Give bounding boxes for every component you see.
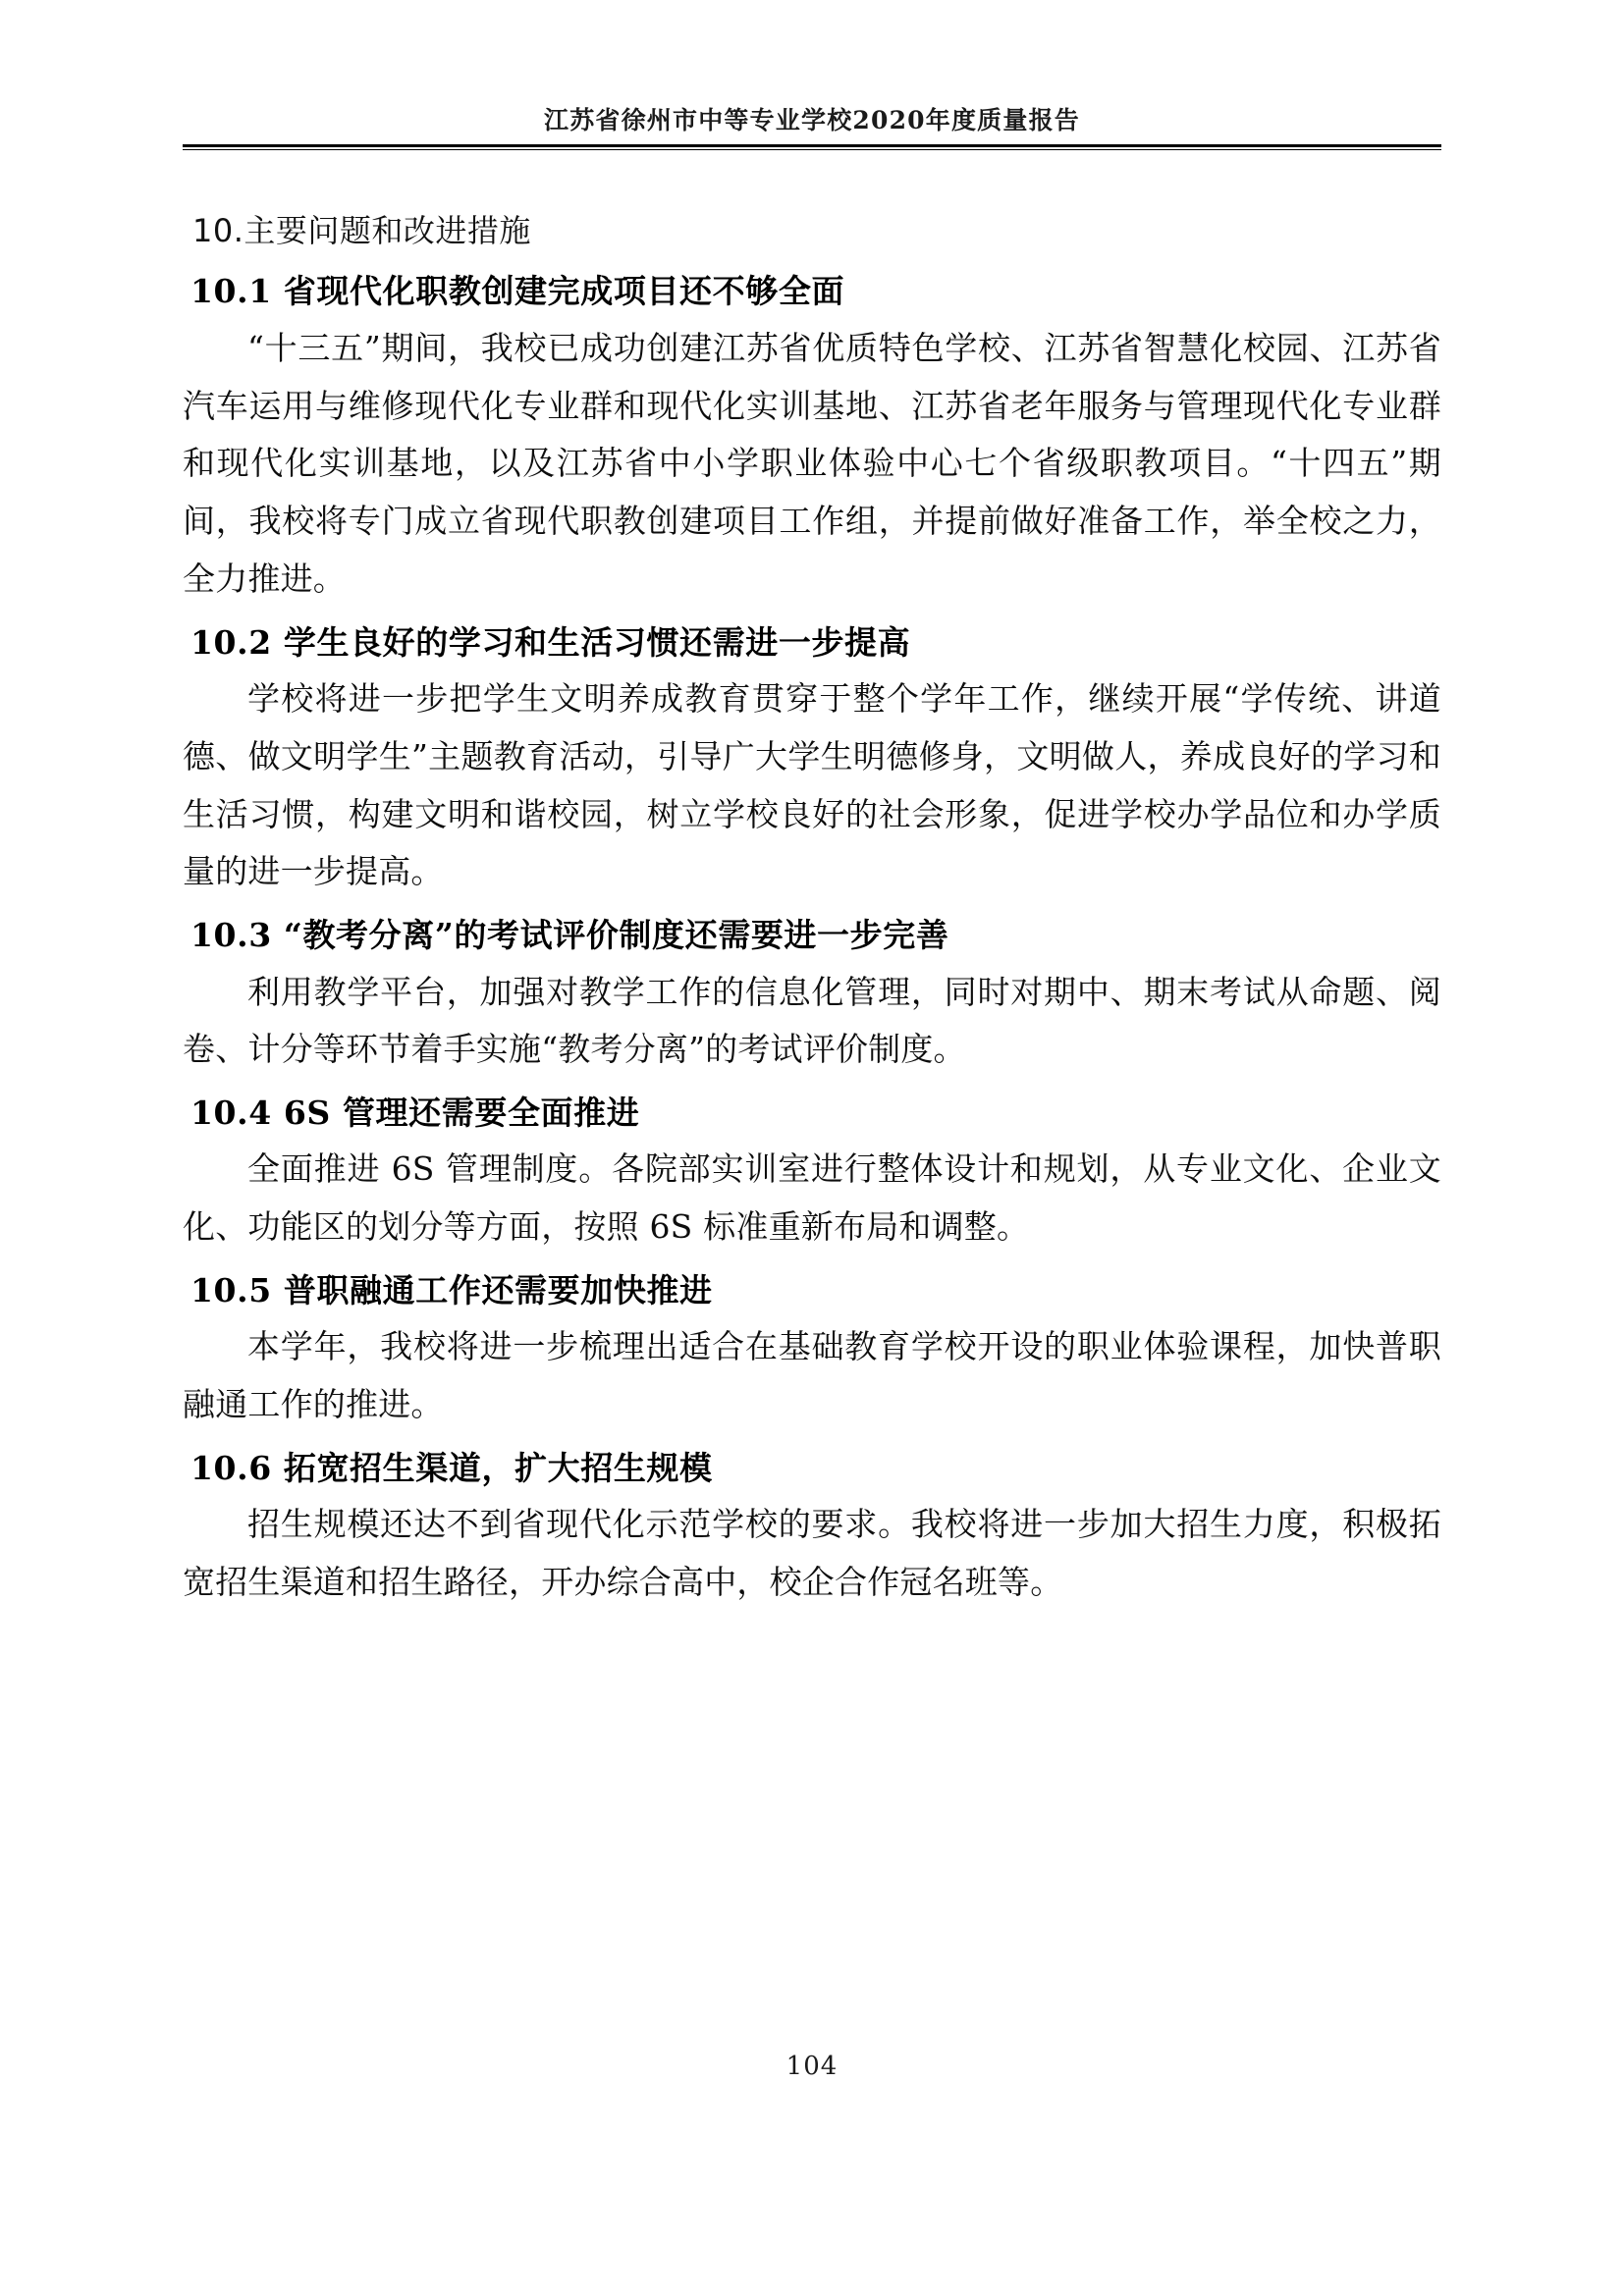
subsection-body-10-5: 本学年，我校将进一步梳理出适合在基础教育学校开设的职业体验课程，加快普职融通工作的推进。 <box>183 1327 1441 1424</box>
page-number: 104 <box>785 2052 839 2081</box>
subsection-heading-10-2: 10.2 学生良好的学习和生活习惯还需进一步提高 <box>190 622 911 662</box>
subsection-body-10-4: 全面推进 6S 管理制度。各院部实训室进行整体设计和规划，从专业文化、企业文化、功能区的划分等方面，按照 6S 标准重新布局和调整。 <box>183 1149 1441 1247</box>
subsection-body-10-1: “十三五”期间，我校已成功创建江苏省优质特色学校、江苏省智慧化校园、江苏省汽车运用与维修现代化专业群和现代化实训基地、江苏省老年服务与管理现代化专业群和现代化实训基地，以及江苏省中小学职业体验中心七个省级职教项目。“十四五”期间，我校将专门成立省现代职教创建项目工作组，并提前做好准备工作，举全校之力，全力推进。 <box>183 328 1441 598</box>
running-header <box>183 106 1441 150</box>
section-heading-10: 10.主要问题和改进措施 <box>192 212 531 249</box>
subsection-body-10-6: 招生规模还达不到省现代化示范学校的要求。我校将进一步加大招生力度，积极拓宽招生渠道和招生路径，开办综合高中，校企合作冠名班等。 <box>183 1505 1441 1602</box>
subsection-heading-10-1: 10.1 省现代化职教创建完成项目还不够全面 <box>190 272 845 311</box>
subsection-heading-10-4: 10.4 6S 管理还需要全面推进 <box>190 1093 640 1132</box>
subsection-heading-10-3: 10.3 “教考分离”的考试评价制度还需要进一步完善 <box>190 916 949 954</box>
document-body <box>183 208 1441 1616</box>
subsection-heading-10-6: 10.6 拓宽招生渠道，扩大招生规模 <box>190 1448 713 1487</box>
header-title: 江苏省徐州市中等专业学校2020年度质量报告 <box>544 106 1080 134</box>
subsection-body-10-2: 学校将进一步把学生文明养成教育贯穿于整个学年工作，继续开展“学传统、讲道德、做文明学生”主题教育活动，引导广大学生明德修身，文明做人，养成良好的学习和生活习惯，构建文明和谐校园，树立学校良好的社会形象，促进学校办学品位和办学质量的进一步提高。 <box>183 679 1441 891</box>
subsection-body-10-3: 利用教学平台，加强对教学工作的信息化管理，同时对期中、期末考试从命题、阅卷、计分等环节着手实施“教考分离”的考试评价制度。 <box>183 972 1441 1069</box>
subsection-heading-10-5: 10.5 普职融通工作还需要加快推进 <box>190 1270 713 1309</box>
header-divider <box>183 144 1441 150</box>
